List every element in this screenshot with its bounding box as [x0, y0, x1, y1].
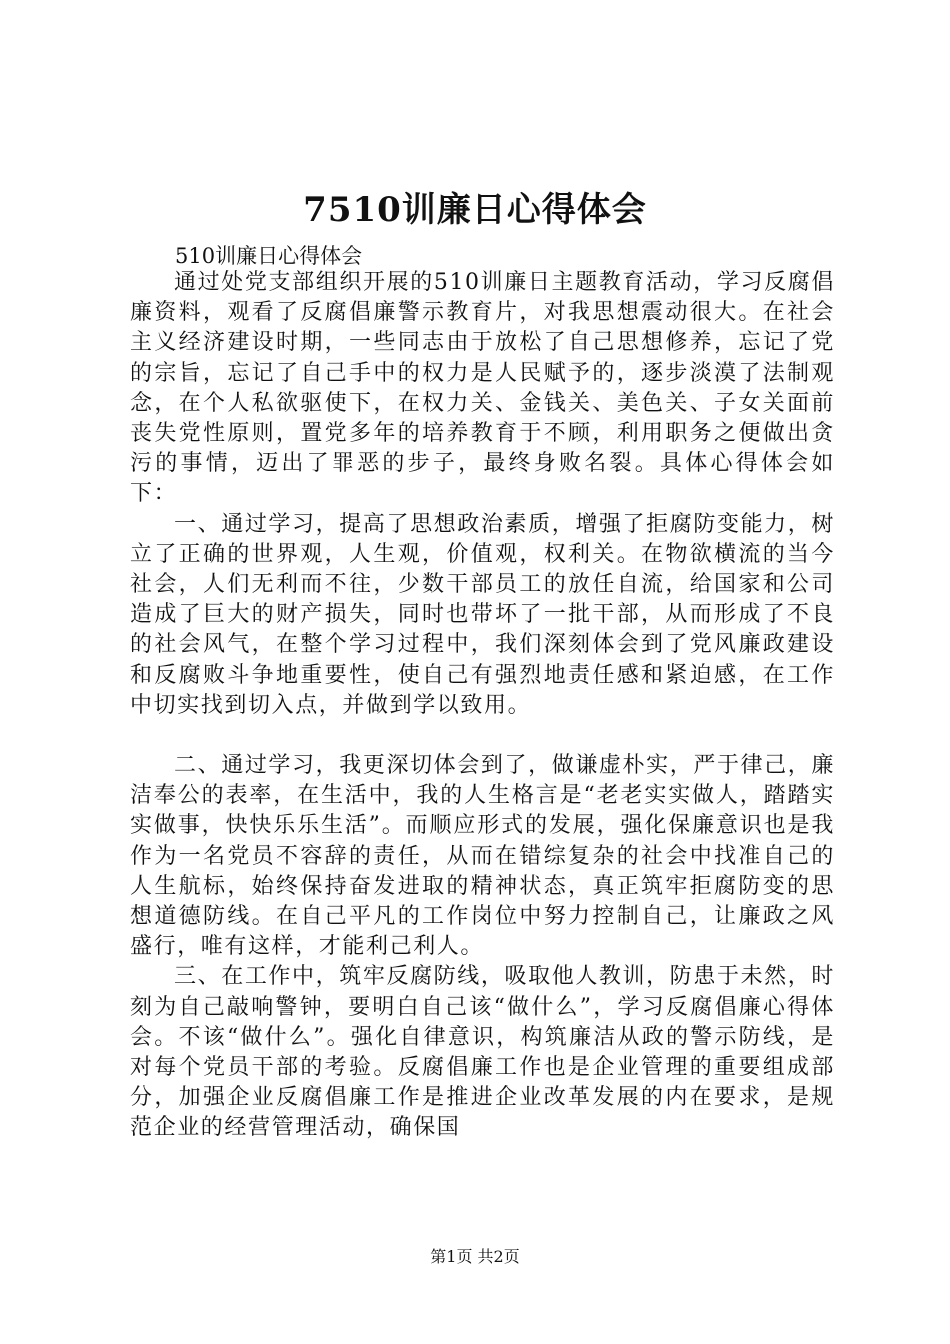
document-subtitle: 510训廉日心得体会	[175, 244, 363, 268]
paragraph-point-1: 一、通过学习，提高了思想政治素质，增强了拒腐防变能力，树立了正确的世界观，人生观，价值观，权利关。在物欲横流的当今社会，人们无利而不往，少数干部员工的放任自流，给国家和公司造成了巨大的财产损失，同时也带坏了一批干部，从而形成了不良的社会风气，在整个学习过程中，我们深刻体会到了党风廉政建设和反腐败斗争地重要性，使自己有强烈地责任感和紧迫感，在工作中切实找到切入点，并做到学以致用。	[130, 511, 835, 718]
document-title: 7510训廉日心得体会	[303, 190, 647, 230]
paragraph-point-2: 二、通过学习，我更深切体会到了，做谦虚朴实，严于律己，廉洁奉公的表率，在生活中，我的人生格言是“老老实实做人，踏踏实实做事，快快乐乐生活”。而顺应形式的发展，强化保廉意识也是我作为一名党员不容辞的责任，从而在错综复杂的社会中找准自己的人生航标，始终保持奋发进取的精神状态，真正筑牢拒腐防变的思想道德防线。在自己平凡的工作岗位中努力控制自己，让廉政之风盛行，唯有这样，才能利己利人。	[130, 753, 835, 960]
paragraph-intro: 通过处党支部组织开展的510训廉日主题教育活动，学习反腐倡廉资料，观看了反腐倡廉警示教育片，对我思想震动很大。在社会主义经济建设时期，一些同志由于放松了自己思想修养，忘记了党的宗旨，忘记了自己手中的权力是人民赋予的，逐步淡漠了法制观念，在个人私欲驱使下，在权力关、金钱关、美色关、子女关面前丧失党性原则，置党多年的培养教育于不顾，利用职务之便做出贪污的事情，迈出了罪恶的步子，最终身败名裂。具体心得体会如下：	[130, 270, 835, 507]
document-body	[130, 268, 835, 1144]
page-number-footer: 第1页 共2页	[430, 1247, 520, 1266]
paragraph-point-3: 三、在工作中，筑牢反腐防线，吸取他人教训，防患于未然，时刻为自己敲响警钟，要明白自己该“做什么”，学习反腐倡廉心得体会。不该“做什么”。强化自律意识，构筑廉洁从政的警示防线，是对每个党员干部的考验。反腐倡廉工作也是企业管理的重要组成部分，加强企业反腐倡廉工作是推进企业改革发展的内在要求，是规范企业的经营管理活动，确保国	[130, 964, 835, 1141]
